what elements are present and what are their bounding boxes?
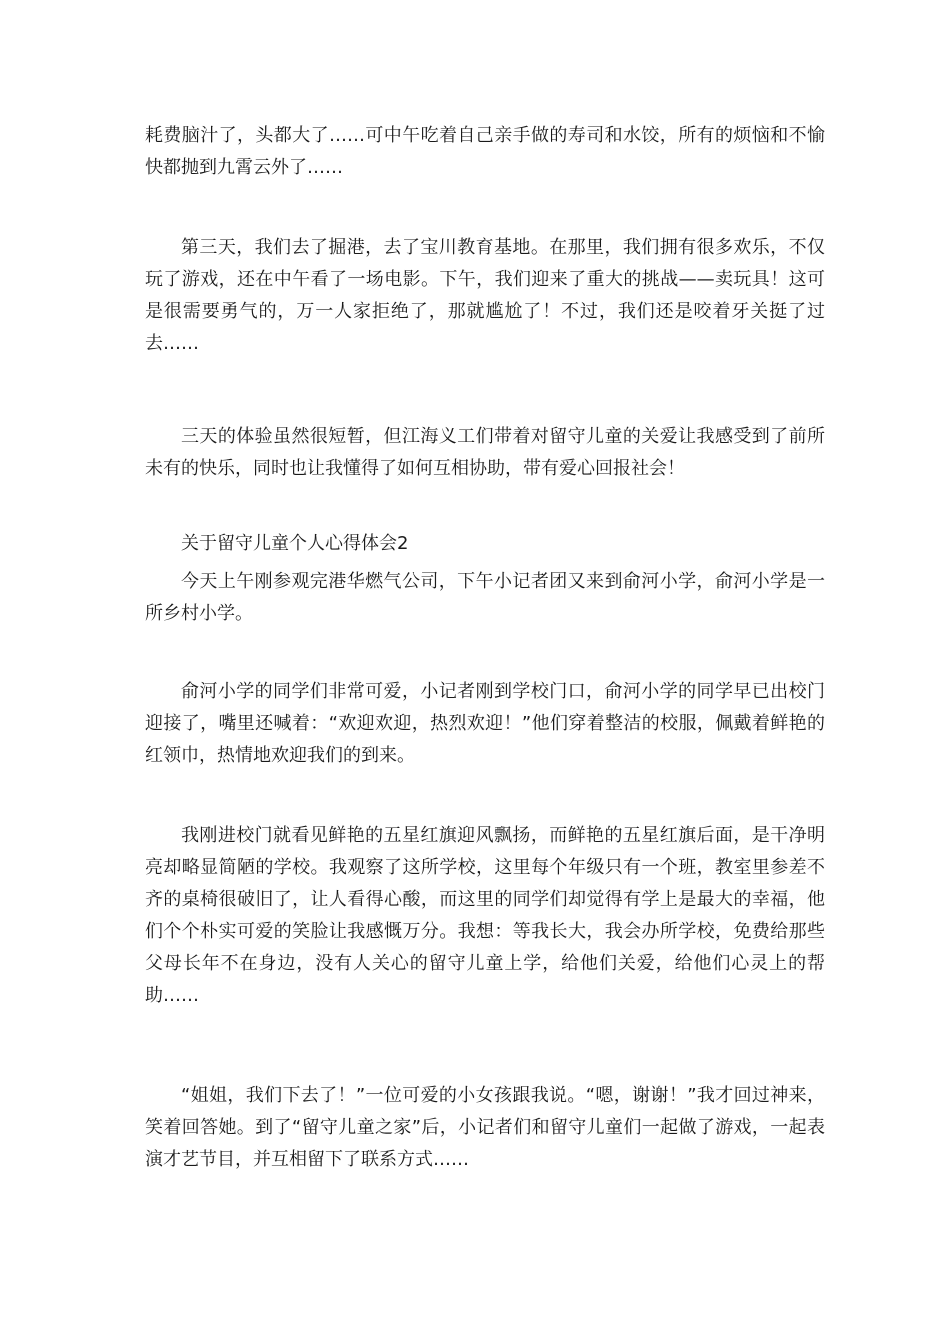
paragraph-school: 我刚进校门就看见鲜艳的五星红旗迎风飘扬，而鲜艳的五星红旗后面，是干净明亮却略显简陋的学校。我观察了这所学校，这里每个年级只有一个班，教室里参差不齐的桌椅很破旧了，让人看得心酸，而这里的同学们却觉得有学上是最大的幸福，他们个个朴实可爱的笑脸让我感慨万分。我想：等我长大，我会办所学校，免费给那些父母长年不在身边，没有人关心的留守儿童上学，给他们关爱，给他们心灵上的帮助…… — [145, 825, 825, 1006]
paragraph-visit-intro: 今天上午刚参观完港华燃气公司，下午小记者团又来到俞河小学，俞河小学是一所乡村小学。 — [145, 571, 825, 624]
paragraph-farewell: “姐姐，我们下去了！”一位可爱的小女孩跟我说。“嗯，谢谢！”我才回过神来，笑着回答她。到了“留守儿童之家”后，小记者们和留守儿童们一起做了游戏，一起表演才艺节目，并互相留下了联系方式…… — [145, 1085, 825, 1170]
paragraph-welcome: 俞河小学的同学们非常可爱，小记者刚到学校门口，俞河小学的同学早已出校门迎接了，嘴里还喊着：“欢迎欢迎，热烈欢迎！”他们穿着整洁的校服，佩戴着鲜艳的红领巾，热情地欢迎我们的到来。 — [145, 681, 825, 766]
paragraph-day-three: 第三天，我们去了掘港，去了宝川教育基地。在那里，我们拥有很多欢乐，不仅玩了游戏，还在中午看了一场电影。下午，我们迎来了重大的挑战——卖玩具！这可是很需要勇气的，万一人家拒绝了，那就尴尬了！不过，我们还是咬着牙关挺了过去…… — [145, 237, 825, 354]
paragraph-summary: 三天的体验虽然很短暂，但江海义工们带着对留守儿童的关爱让我感受到了前所未有的快乐，同时也让我懂得了如何互相协助，带有爱心回报社会！ — [145, 426, 825, 479]
paragraph-continuation: 耗费脑汁了，头都大了……可中午吃着自己亲手做的寿司和水饺，所有的烦恼和不愉快都抛到九霄云外了…… — [145, 125, 825, 178]
section-heading: 关于留守儿童个人心得体会2 — [181, 533, 409, 554]
